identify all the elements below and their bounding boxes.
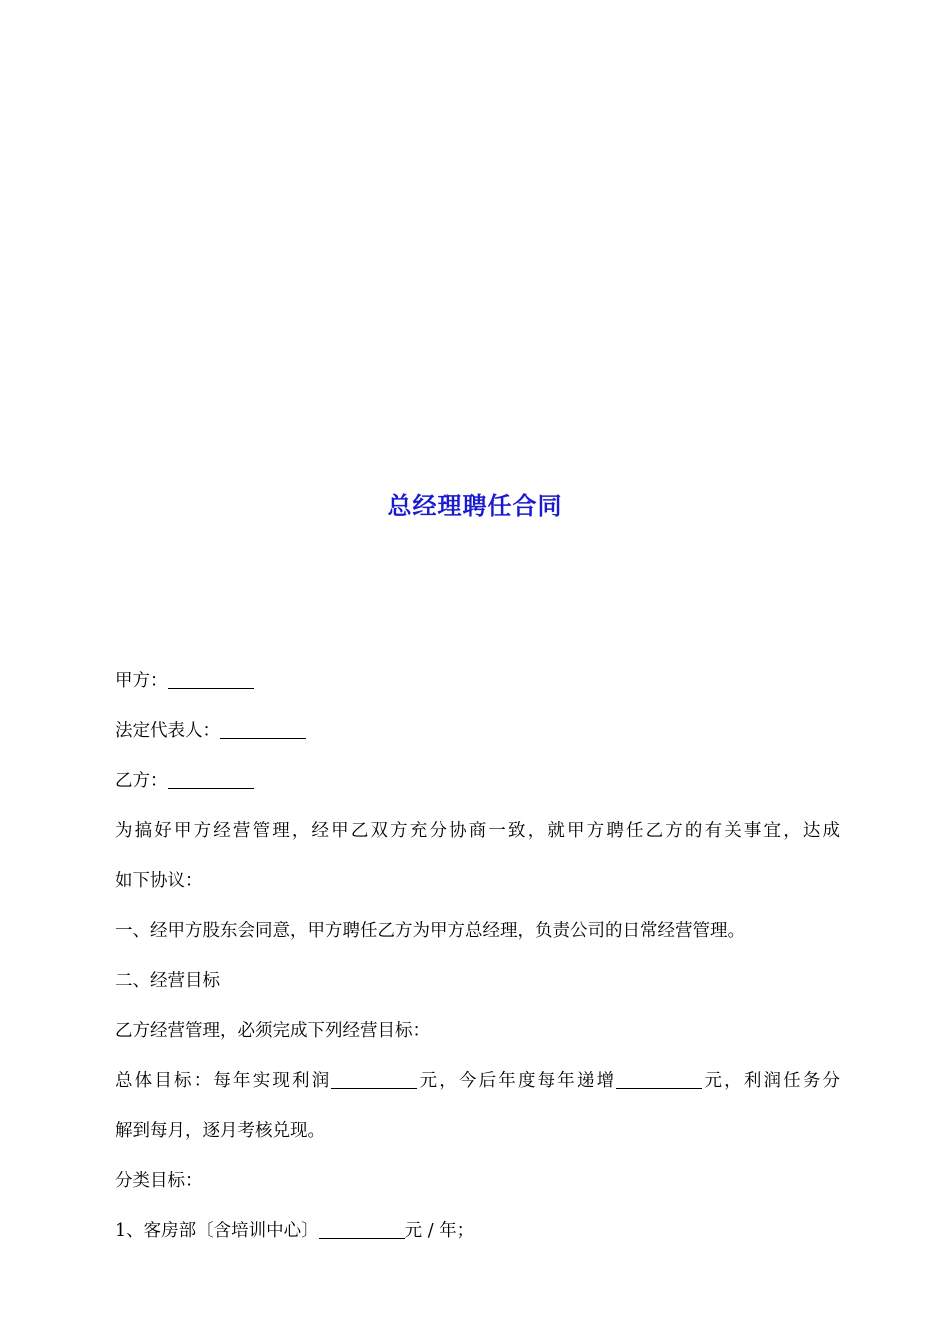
legal-rep-label: 法定代表人： (115, 721, 220, 741)
overall-target-part-a: 总体目标：每年实现利润 (115, 1071, 332, 1091)
item-1-label: 1、客房部〔含培训中心〕 (115, 1221, 319, 1241)
category-heading: 分类目标： (115, 1171, 203, 1191)
overall-target-part-b: 元，今后年度每年递增 (417, 1071, 617, 1091)
party-a-label: 甲方： (115, 671, 168, 691)
item-1-line (115, 1206, 840, 1256)
overall-target-part-c: 元，利润任务分 (702, 1071, 841, 1091)
intro-line-2: 如下协议： (115, 871, 203, 891)
clause-1: 一、经甲方股东会同意，甲方聘任乙方为甲方总经理，负责公司的日常经营管理。 (115, 921, 745, 941)
increment-blank (616, 1070, 702, 1089)
profit-blank (331, 1070, 417, 1089)
clause-2-heading: 二、经营目标 (115, 971, 220, 991)
legal-rep-line (115, 706, 840, 756)
clause-2-intro: 乙方经营管理，必须完成下列经营目标： (115, 1021, 430, 1041)
party-a-line (115, 656, 840, 706)
item-1-blank (319, 1220, 405, 1239)
overall-target-line-1 (115, 1056, 840, 1106)
party-a-blank (168, 670, 254, 689)
party-b-line (115, 756, 840, 806)
item-1-unit: 元 / 年； (404, 1221, 475, 1241)
party-b-blank (168, 770, 254, 789)
legal-rep-blank (220, 720, 306, 739)
party-b-label: 乙方： (115, 771, 168, 791)
document-body (115, 656, 840, 1256)
overall-target-line-2: 解到每月，逐月考核兑现。 (115, 1121, 325, 1141)
document-title: 总经理聘任合同 (387, 492, 563, 520)
intro-line-1: 为搞好甲方经营管理，经甲乙双方充分协商一致，就甲方聘任乙方的有关事宜，达成 (115, 821, 840, 841)
